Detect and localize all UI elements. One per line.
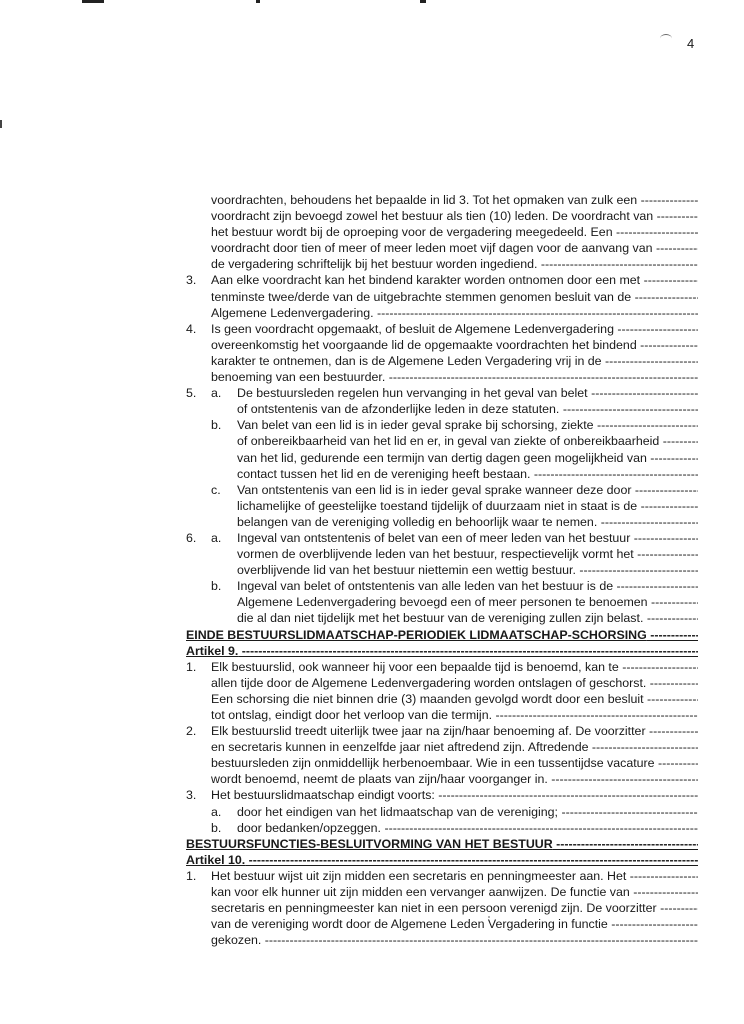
item-number: 3. — [186, 273, 197, 288]
item-letter: b. — [211, 579, 222, 594]
line-text: Ingeval van belet of ontstentenis van alle leden van het bestuur is de ----- — [237, 578, 698, 594]
line-text: lichamelijke of geestelijke toestand tijdelijk of duurzaam niet in staat is de ----- — [186, 498, 698, 514]
document-body — [186, 192, 698, 948]
heading-text: Artikel 10. ----- — [186, 852, 698, 868]
line-text: benoeming van een bestuurder. ----- — [186, 369, 698, 385]
text-line — [186, 305, 698, 321]
page-curl-mark — [660, 34, 672, 43]
text-line — [186, 256, 698, 272]
text-line — [186, 450, 698, 466]
line-text: voordrachten, behoudens het bepaalde in lid 3. Tot het opmaken van zulk een ----- — [186, 192, 698, 208]
item-letter: a. — [211, 804, 222, 819]
line-text: Aan elke voordracht kan het bindend karakter worden ontnomen door een met ----- — [211, 272, 698, 288]
item-letter: c. — [211, 482, 221, 497]
text-line — [186, 224, 698, 240]
text-line — [186, 916, 698, 932]
line-text: De bestuursleden regelen hun vervanging in het geval van belet ----- — [237, 385, 698, 401]
scan-edge-mark — [0, 120, 2, 128]
heading-text: BESTUURSFUNCTIES-BESLUITVORMING VAN HET BESTUUR ----- — [186, 836, 698, 852]
text-line — [186, 272, 698, 288]
text-line — [186, 514, 698, 530]
section-heading — [186, 836, 698, 852]
text-line — [186, 659, 698, 675]
text-line — [186, 321, 698, 337]
item-letter: a. — [211, 530, 222, 545]
line-text: karakter te ontnemen, dan is de Algemene Leden Vergadering vrij in de ----- — [186, 353, 698, 369]
line-text: Elk bestuurslid treedt uiterlijk twee jaar na zijn/haar benoeming af. De voorzitter ----- — [211, 723, 698, 739]
line-text: die al dan niet tijdelijk met het bestuur van de vereniging zullen zijn belast. ----- — [186, 610, 698, 626]
scan-mark — [420, 0, 426, 3]
text-line — [186, 787, 698, 803]
line-text: voordracht zijn bevoegd zowel het bestuur als tien (10) leden. De voordracht van ----- — [186, 208, 698, 224]
text-line — [186, 562, 698, 578]
item-letter: b. — [211, 820, 222, 835]
text-line — [186, 240, 698, 256]
line-text: Algemene Ledenvergadering. ----- — [186, 305, 698, 321]
text-line — [186, 482, 698, 498]
item-letter: b. — [211, 418, 222, 433]
item-number: 4. — [186, 321, 197, 336]
line-text: het bestuur wordt bij de oproeping voor de vergadering meegedeeld. Een ----- — [186, 224, 698, 240]
text-line — [186, 771, 698, 787]
line-text: Van belet van een lid is in ieder geval sprake bij schorsing, ziekte ----- — [237, 417, 698, 433]
item-number: 3. — [186, 788, 197, 803]
line-text: tot ontslag, eindigt door het verloop van die termijn. ----- — [186, 707, 698, 723]
item-number — [186, 804, 211, 820]
text-line — [186, 337, 698, 353]
line-text: door het eindigen van het lidmaatschap van de vereniging; ----- — [237, 804, 698, 820]
line-text: Het bestuur wijst uit zijn midden een secretaris en penningmeester aan. Het ----- — [211, 868, 698, 884]
line-text: Het bestuurslidmaatschap eindigt voorts: ----- — [211, 787, 698, 803]
line-text: voordracht door tien of meer of meer leden moet vijf dagen voor de aanvang van ----- — [186, 240, 698, 256]
line-text: of onbereikbaarheid van het lid en er, in geval van ziekte of onbereikbaarheid ----- — [186, 433, 698, 449]
item-number — [186, 820, 211, 836]
text-line — [186, 498, 698, 514]
text-line — [186, 610, 698, 626]
scan-mark — [256, 0, 260, 3]
line-text: Is geen voordracht opgemaakt, of besluit de Algemene Ledenvergadering ----- — [211, 321, 698, 337]
line-text: Ingeval van ontstentenis of belet van een of meer leden van het bestuur ----- — [237, 530, 698, 546]
line-text: vormen de overblijvende leden van het bestuur, respectievelijk vormt het ----- — [186, 546, 698, 562]
text-line — [186, 707, 698, 723]
heading-text: Artikel 9. ----- — [186, 643, 698, 659]
line-text: van de vereniging wordt door de Algemene Leden Vergadering in functie ----- — [186, 916, 698, 932]
text-line — [186, 884, 698, 900]
text-line — [186, 578, 698, 594]
heading-text: EINDE BESTUURSLIDMAATSCHAP-PERIODIEK LIDMAATSCHAP-SCHORSING ----- — [186, 627, 698, 643]
item-number: 1. — [186, 868, 197, 883]
text-line — [186, 755, 698, 771]
line-text: contact tussen het lid en de vereniging heeft bestaan. ----- — [186, 466, 698, 482]
text-line — [186, 932, 698, 948]
text-line — [186, 546, 698, 562]
line-text: allen tijde door de Algemene Ledenvergadering worden ontslagen of geschorst. ----- — [186, 675, 698, 691]
line-text: tenminste twee/derde van de uitgebrachte stemmen genomen besluit van de ----- — [186, 289, 698, 305]
line-text: de vergadering schriftelijk bij het bestuur worden ingediend. ----- — [186, 256, 698, 272]
item-number — [186, 578, 211, 594]
text-line — [186, 530, 698, 546]
text-line — [186, 433, 698, 449]
text-line — [186, 739, 698, 755]
text-line — [186, 820, 698, 836]
text-line — [186, 868, 698, 884]
text-line — [186, 675, 698, 691]
line-text: secretaris en penningmeester kan niet in een persoon verenigd zijn. De voorzitter ----- — [186, 900, 698, 916]
line-text: Van ontstentenis van een lid is in ieder geval sprake wanneer deze door ----- — [237, 482, 698, 498]
text-line — [186, 208, 698, 224]
line-text: en secretaris kunnen in eenzelfde jaar niet aftredend zijn. Aftredende ----- — [186, 739, 698, 755]
item-letter: a. — [211, 386, 222, 401]
line-text: Algemene Ledenvergadering bevoegd een of meer personen te benoemen ----- — [186, 594, 698, 610]
line-text: Elk bestuurslid, ook wanneer hij voor een bepaalde tijd is benoemd, kan te ----- — [211, 659, 698, 675]
item-number: 2. — [186, 724, 197, 739]
text-line — [186, 417, 698, 433]
text-line — [186, 594, 698, 610]
text-line — [186, 401, 698, 417]
text-line — [186, 369, 698, 385]
text-line — [186, 804, 698, 820]
item-number — [186, 482, 211, 498]
section-heading — [186, 643, 698, 659]
line-text: kan voor elk hunner uit zijn midden een vervanger aanwijzen. De functie van ----- — [186, 884, 698, 900]
line-text: belangen van de vereniging volledig en behoorlijk waar te nemen. ----- — [186, 514, 698, 530]
line-text: Een schorsing die niet binnen drie (3) maanden gevolgd wordt door een besluit ----- — [186, 691, 698, 707]
text-line — [186, 289, 698, 305]
line-text: of ontstentenis van de afzonderlijke leden in deze statuten. ----- — [186, 401, 698, 417]
scan-mark — [82, 0, 104, 3]
item-number: 6. — [186, 530, 197, 545]
text-line — [186, 385, 698, 401]
item-number: 5. — [186, 386, 197, 401]
line-text: bestuursleden zijn onmiddellijk herbenoembaar. Wie in een tussentijdse vacature ----- — [186, 755, 698, 771]
page-number: 4 — [687, 36, 695, 51]
line-text: door bedanken/opzeggen. ----- — [237, 820, 698, 836]
text-line — [186, 723, 698, 739]
text-line — [186, 353, 698, 369]
text-line — [186, 900, 698, 916]
line-text: van het lid, gedurende een termijn van dertig dagen geen mogelijkheid van ----- — [186, 450, 698, 466]
line-text: overeenkomstig het voorgaande lid de opgemaakte voordrachten het bindend ----- — [186, 337, 698, 353]
text-line — [186, 466, 698, 482]
item-number: 1. — [186, 659, 197, 674]
line-text: wordt benoemd, neemt de plaats van zijn/haar voorganger in. ----- — [186, 771, 698, 787]
line-text: overblijvende lid van het bestuur niettemin een wettig bestuur. ----- — [186, 562, 698, 578]
section-heading — [186, 852, 698, 868]
item-number — [186, 417, 211, 433]
text-line — [186, 192, 698, 208]
text-line — [186, 691, 698, 707]
line-text: gekozen. ----- — [186, 932, 698, 948]
section-heading — [186, 627, 698, 643]
